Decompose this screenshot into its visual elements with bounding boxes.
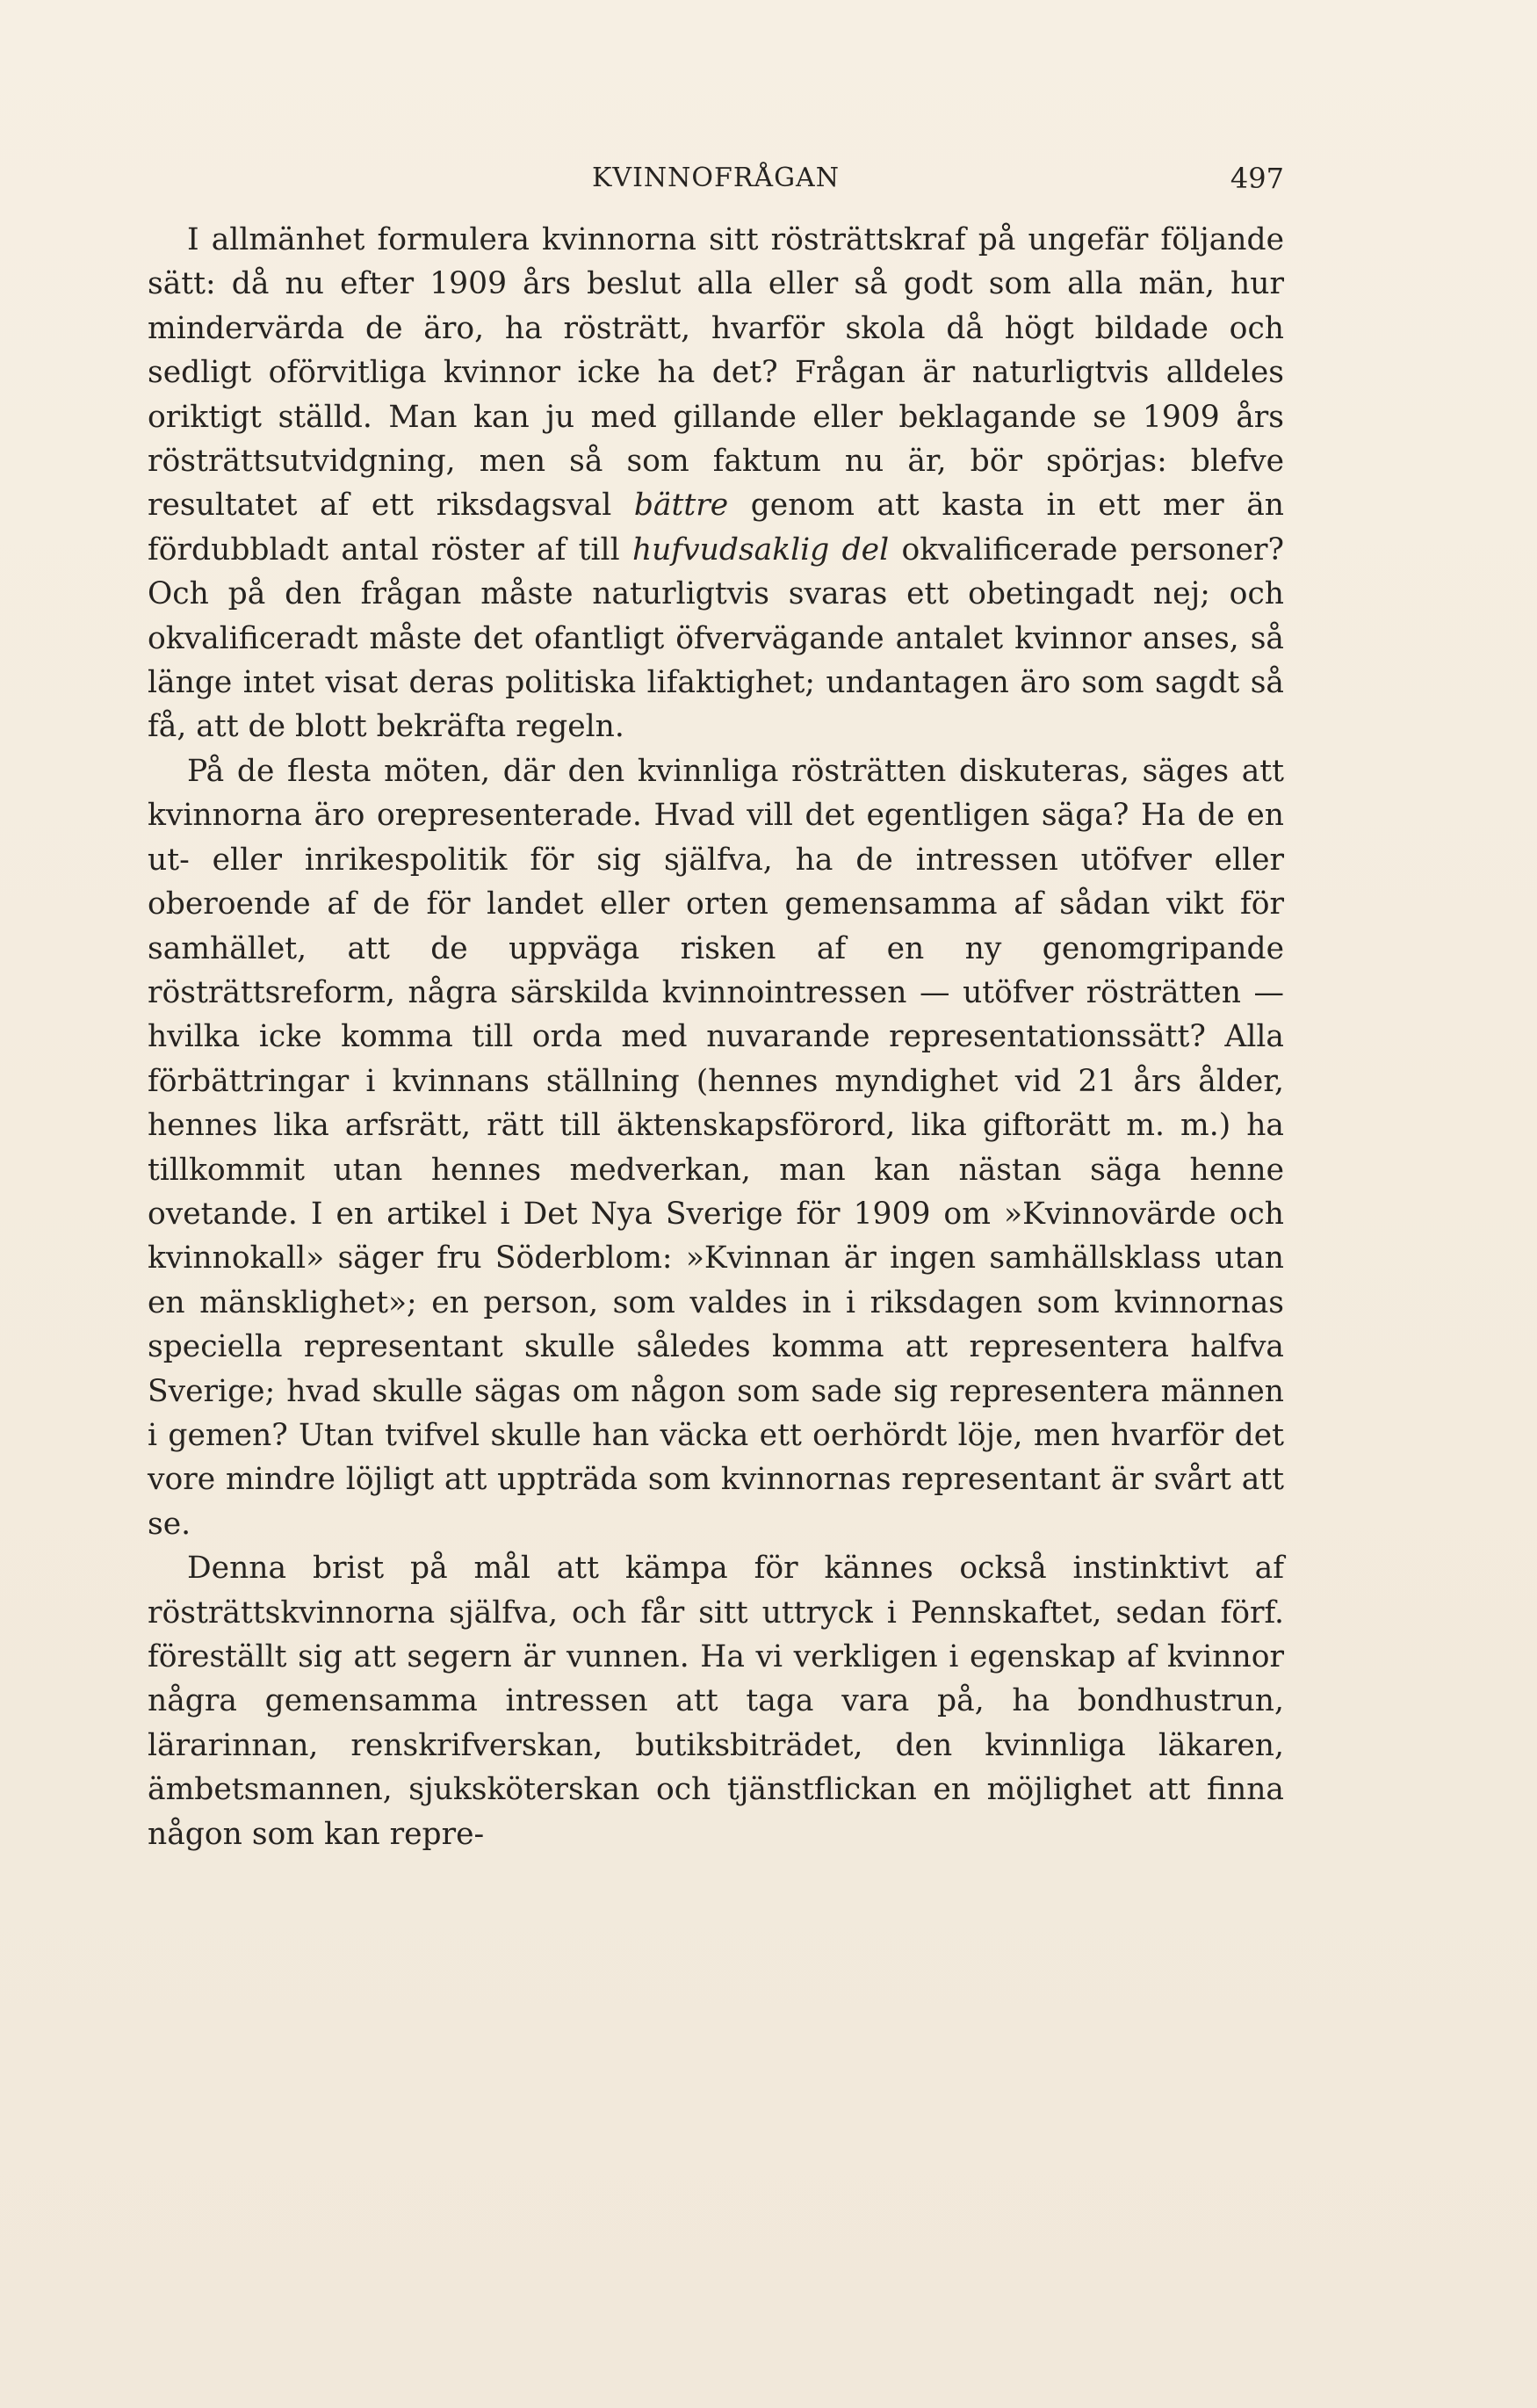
paragraph-1-part-2: genom att kasta in ett mer än fördubbladt antal röster af till <box>148 488 1284 568</box>
running-title: KVINNOFRÅGAN <box>592 163 840 193</box>
paragraph-2: På de flesta möten, där den kvinnliga rösträtten diskuteras, säges att kvinnorna äro orepresenterade. Hvad vill det egentligen säga? Ha de en ut- eller inrikespolitik för sig själfva, ha de intressen utöfver eller oberoende af de för landet eller orten gemensamma af sådan vikt för samhället, att de uppväga risken af en ny genomgripande rösträttsreform, några särskilda kvinnointressen — utöfver rösträtten — hvilka icke komma till orda med nuvarande representationssätt? Alla förbättringar i kvinnans ställning (hennes myndighet vid 21 års ålder, hennes lika arfsrätt, rätt till äktenskapsförord, lika giftorätt m. m.) ha tillkommit utan hennes medverkan, man kan nästan säga henne ovetande. I en artikel i Det Nya Sverige för 1909 om »Kvinnovärde och kvinnokall» säger fru Söderblom: »Kvinnan är ingen samhällsklass utan en mänsklighet»; en person, som valdes in i riksdagen som kvinnornas speciella representant skulle således komma att representera halfva Sverige; hvad skulle sägas om någon som sade sig representera männen i gemen? Utan tvifvel skulle han väcka ett oerhördt löje, men hvarför det vore mindre löjligt att uppträda som kvinnornas representant är svårt att se. <box>148 753 1284 1542</box>
italic-emphasis-battre: bättre <box>633 488 729 524</box>
paragraph-1-part-3: okvalificerade personer? Och på den frågan måste naturligtvis svaras ett obetingadt nej; och okvalificeradt måste det ofantligt öfvervägande antalet kvinnor anses, så länge intet visat deras politiska lifaktighet; undantagen äro som sagdt så få, att de blott bekräfta regeln. <box>148 531 1284 745</box>
paragraph-1-part-1: I allmänhet formulera kvinnorna sitt rösträttskraf på ungefär följande sätt: då nu efter 1909 års beslut alla eller så godt som alla män, hur mindervärda de äro, ha rösträtt, hvarför skola då högt bildade och sedligt oförvitliga kvinnor icke ha det? Frågan är naturligtvis alldeles oriktigt ställd. Man kan ju med gillande eller beklagande se 1909 års rösträttsutvidgning, men så som faktum nu är, bör spörjas: blefve resultatet af ett riksdagsval <box>148 222 1284 524</box>
italic-emphasis-hufvudsaklig-del: hufvudsaklig del <box>631 531 890 568</box>
paragraph-1 <box>148 218 1284 749</box>
page-number: 497 <box>1230 162 1284 195</box>
paragraph-3: Denna brist på mål att kämpa för kännes också instinktivt af rösträttskvinnorna själfva, och får sitt uttryck i Pennskaftet, sedan förf. föreställt sig att segern är vunnen. Ha vi verkligen i egenskap af kvinnor några gemensamma intressen att taga vara på, ha bondhustrun, lärarinnan, renskrifverskan, butiksbiträdet, den kvinnliga läkaren, ämbetsmannen, sjuksköterskan och tjänstflickan en möjlighet att finna någon som kan repre- <box>148 1551 1284 1852</box>
body-text <box>148 218 1284 1856</box>
page-header <box>148 156 1284 200</box>
